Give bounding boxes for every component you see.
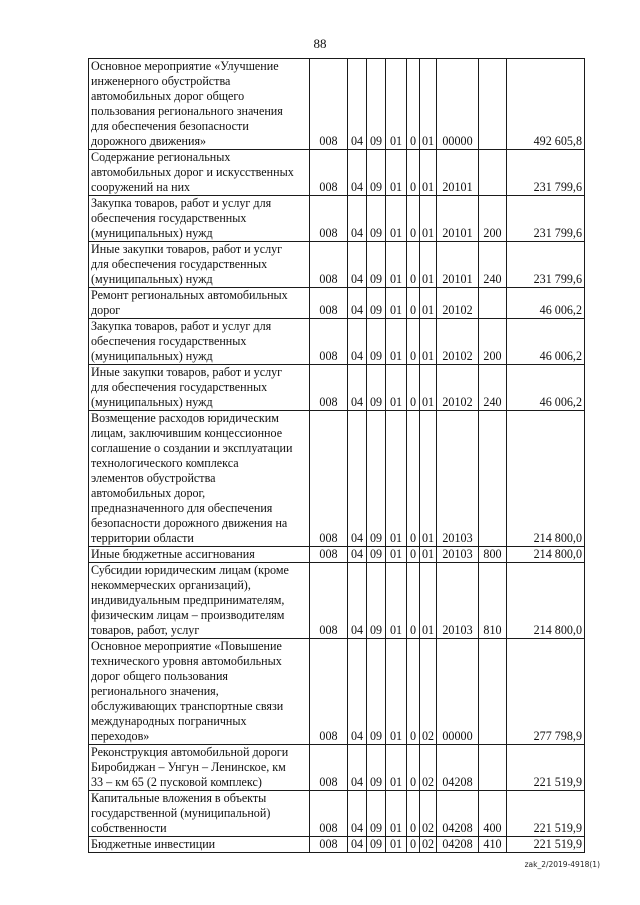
table-row xyxy=(89,639,585,745)
ministry-code: 008 xyxy=(310,288,348,319)
direction-code: 20103 xyxy=(437,411,479,547)
table-row xyxy=(89,837,585,853)
table-row xyxy=(89,319,585,365)
subprogram-code: 0 xyxy=(407,365,420,411)
row-name: Закупка товаров, работ и услуг для обеспечения государственных (муниципальных) нужд xyxy=(89,319,310,365)
subprogram-code: 0 xyxy=(407,563,420,639)
amount: 221 519,9 xyxy=(507,837,585,853)
subsection-code: 09 xyxy=(367,59,386,150)
row-name: Иные закупки товаров, работ и услуг для обеспечения государственных (муниципальных) нужд xyxy=(89,242,310,288)
direction-code: 04208 xyxy=(437,791,479,837)
ministry-code: 008 xyxy=(310,411,348,547)
row-name: Иные бюджетные ассигнования xyxy=(89,547,310,563)
budget-table xyxy=(88,58,585,853)
subsection-code: 09 xyxy=(367,242,386,288)
activity-code: 01 xyxy=(420,563,437,639)
expense-type-code: 810 xyxy=(479,563,507,639)
subsection-code: 09 xyxy=(367,196,386,242)
section-code: 04 xyxy=(348,319,367,365)
row-name: Ремонт региональных автомобильных дорог xyxy=(89,288,310,319)
ministry-code: 008 xyxy=(310,196,348,242)
direction-code: 20102 xyxy=(437,288,479,319)
activity-code: 01 xyxy=(420,365,437,411)
activity-code: 02 xyxy=(420,639,437,745)
expense-type-code xyxy=(479,150,507,196)
subprogram-code: 0 xyxy=(407,791,420,837)
amount: 221 519,9 xyxy=(507,791,585,837)
subprogram-code: 0 xyxy=(407,319,420,365)
table-row xyxy=(89,196,585,242)
program-code: 01 xyxy=(386,365,407,411)
program-code: 01 xyxy=(386,547,407,563)
ministry-code: 008 xyxy=(310,242,348,288)
section-code: 04 xyxy=(348,837,367,853)
direction-code: 00000 xyxy=(437,639,479,745)
activity-code: 02 xyxy=(420,791,437,837)
program-code: 01 xyxy=(386,639,407,745)
table-row xyxy=(89,563,585,639)
activity-code: 01 xyxy=(420,59,437,150)
activity-code: 01 xyxy=(420,547,437,563)
ministry-code: 008 xyxy=(310,791,348,837)
subprogram-code: 0 xyxy=(407,150,420,196)
expense-type-code: 200 xyxy=(479,196,507,242)
subsection-code: 09 xyxy=(367,837,386,853)
activity-code: 01 xyxy=(420,150,437,196)
table-row xyxy=(89,242,585,288)
subsection-code: 09 xyxy=(367,411,386,547)
amount: 46 006,2 xyxy=(507,319,585,365)
activity-code: 02 xyxy=(420,837,437,853)
ministry-code: 008 xyxy=(310,563,348,639)
amount: 492 605,8 xyxy=(507,59,585,150)
row-name: Основное мероприятие «Повышение технического уровня автомобильных дорог общего пользования регионального значения, обслуживающих транспортные связи международных пограничных переходов» xyxy=(89,639,310,745)
row-name: Содержание региональных автомобильных дорог и искусственных сооружений на них xyxy=(89,150,310,196)
ministry-code: 008 xyxy=(310,319,348,365)
expense-type-code xyxy=(479,639,507,745)
expense-type-code: 200 xyxy=(479,319,507,365)
ministry-code: 008 xyxy=(310,745,348,791)
ministry-code: 008 xyxy=(310,59,348,150)
direction-code: 20101 xyxy=(437,150,479,196)
program-code: 01 xyxy=(386,150,407,196)
activity-code: 01 xyxy=(420,319,437,365)
program-code: 01 xyxy=(386,242,407,288)
ministry-code: 008 xyxy=(310,837,348,853)
section-code: 04 xyxy=(348,59,367,150)
expense-type-code xyxy=(479,288,507,319)
amount: 46 006,2 xyxy=(507,365,585,411)
program-code: 01 xyxy=(386,837,407,853)
direction-code: 20101 xyxy=(437,196,479,242)
amount: 214 800,0 xyxy=(507,563,585,639)
subprogram-code: 0 xyxy=(407,837,420,853)
direction-code: 20103 xyxy=(437,563,479,639)
ministry-code: 008 xyxy=(310,547,348,563)
section-code: 04 xyxy=(348,563,367,639)
row-name: Основное мероприятие «Улучшение инженерного обустройства автомобильных дорог общего пользования регионального значения для обеспечения безопасности дорожного движения» xyxy=(89,59,310,150)
section-code: 04 xyxy=(348,791,367,837)
expense-type-code: 240 xyxy=(479,365,507,411)
subsection-code: 09 xyxy=(367,547,386,563)
direction-code: 00000 xyxy=(437,59,479,150)
subprogram-code: 0 xyxy=(407,59,420,150)
table-row xyxy=(89,791,585,837)
subsection-code: 09 xyxy=(367,319,386,365)
subsection-code: 09 xyxy=(367,288,386,319)
direction-code: 04208 xyxy=(437,837,479,853)
program-code: 01 xyxy=(386,59,407,150)
subsection-code: 09 xyxy=(367,791,386,837)
section-code: 04 xyxy=(348,150,367,196)
subprogram-code: 0 xyxy=(407,196,420,242)
amount: 231 799,6 xyxy=(507,150,585,196)
program-code: 01 xyxy=(386,791,407,837)
amount: 221 519,9 xyxy=(507,745,585,791)
direction-code: 20103 xyxy=(437,547,479,563)
activity-code: 01 xyxy=(420,196,437,242)
activity-code: 01 xyxy=(420,242,437,288)
section-code: 04 xyxy=(348,639,367,745)
program-code: 01 xyxy=(386,196,407,242)
program-code: 01 xyxy=(386,745,407,791)
direction-code: 20102 xyxy=(437,365,479,411)
table-row xyxy=(89,547,585,563)
section-code: 04 xyxy=(348,242,367,288)
subprogram-code: 0 xyxy=(407,745,420,791)
row-name: Субсидии юридическим лицам (кроме некоммерческих организаций), индивидуальным предпринимателям, физическим лицам – производителям товаров, работ, услуг xyxy=(89,563,310,639)
amount: 214 800,0 xyxy=(507,411,585,547)
row-name: Возмещение расходов юридическим лицам, заключившим концессионное соглашение о создании и эксплуатации технологического комплекса элементов обустройства автомобильных дорог, предназначенного для обеспечения безопасности дорожного движения на территории области xyxy=(89,411,310,547)
program-code: 01 xyxy=(386,411,407,547)
table-row xyxy=(89,59,585,150)
amount: 46 006,2 xyxy=(507,288,585,319)
subsection-code: 09 xyxy=(367,365,386,411)
activity-code: 01 xyxy=(420,411,437,547)
program-code: 01 xyxy=(386,563,407,639)
direction-code: 04208 xyxy=(437,745,479,791)
subprogram-code: 0 xyxy=(407,547,420,563)
section-code: 04 xyxy=(348,547,367,563)
table-row xyxy=(89,745,585,791)
ministry-code: 008 xyxy=(310,365,348,411)
subsection-code: 09 xyxy=(367,150,386,196)
row-name: Иные закупки товаров, работ и услуг для обеспечения государственных (муниципальных) нужд xyxy=(89,365,310,411)
page-number: 88 xyxy=(313,36,327,51)
ministry-code: 008 xyxy=(310,150,348,196)
amount: 231 799,6 xyxy=(507,196,585,242)
ministry-code: 008 xyxy=(310,639,348,745)
budget-table-body xyxy=(89,59,585,853)
row-name: Реконструкция автомобильной дороги Биробиджан – Унгун – Ленинское, км 33 – км 65 (2 пусковой комплекс) xyxy=(89,745,310,791)
expense-type-code: 240 xyxy=(479,242,507,288)
direction-code: 20102 xyxy=(437,319,479,365)
direction-code: 20101 xyxy=(437,242,479,288)
expense-type-code xyxy=(479,59,507,150)
document-code: zak_2/2019-4918(1) xyxy=(524,860,600,869)
subsection-code: 09 xyxy=(367,563,386,639)
amount: 231 799,6 xyxy=(507,242,585,288)
expense-type-code xyxy=(479,745,507,791)
amount: 214 800,0 xyxy=(507,547,585,563)
section-code: 04 xyxy=(348,196,367,242)
activity-code: 01 xyxy=(420,288,437,319)
subprogram-code: 0 xyxy=(407,242,420,288)
expense-type-code: 800 xyxy=(479,547,507,563)
row-name: Капитальные вложения в объекты государственной (муниципальной) собственности xyxy=(89,791,310,837)
section-code: 04 xyxy=(348,411,367,547)
amount: 277 798,9 xyxy=(507,639,585,745)
program-code: 01 xyxy=(386,288,407,319)
section-code: 04 xyxy=(348,288,367,319)
table-row xyxy=(89,150,585,196)
section-code: 04 xyxy=(348,745,367,791)
subprogram-code: 0 xyxy=(407,288,420,319)
table-row xyxy=(89,411,585,547)
subprogram-code: 0 xyxy=(407,639,420,745)
expense-type-code: 410 xyxy=(479,837,507,853)
program-code: 01 xyxy=(386,319,407,365)
row-name: Закупка товаров, работ и услуг для обеспечения государственных (муниципальных) нужд xyxy=(89,196,310,242)
expense-type-code xyxy=(479,411,507,547)
expense-type-code: 400 xyxy=(479,791,507,837)
section-code: 04 xyxy=(348,365,367,411)
row-name: Бюджетные инвестиции xyxy=(89,837,310,853)
activity-code: 02 xyxy=(420,745,437,791)
subsection-code: 09 xyxy=(367,745,386,791)
subprogram-code: 0 xyxy=(407,411,420,547)
table-row xyxy=(89,365,585,411)
subsection-code: 09 xyxy=(367,639,386,745)
table-row xyxy=(89,288,585,319)
